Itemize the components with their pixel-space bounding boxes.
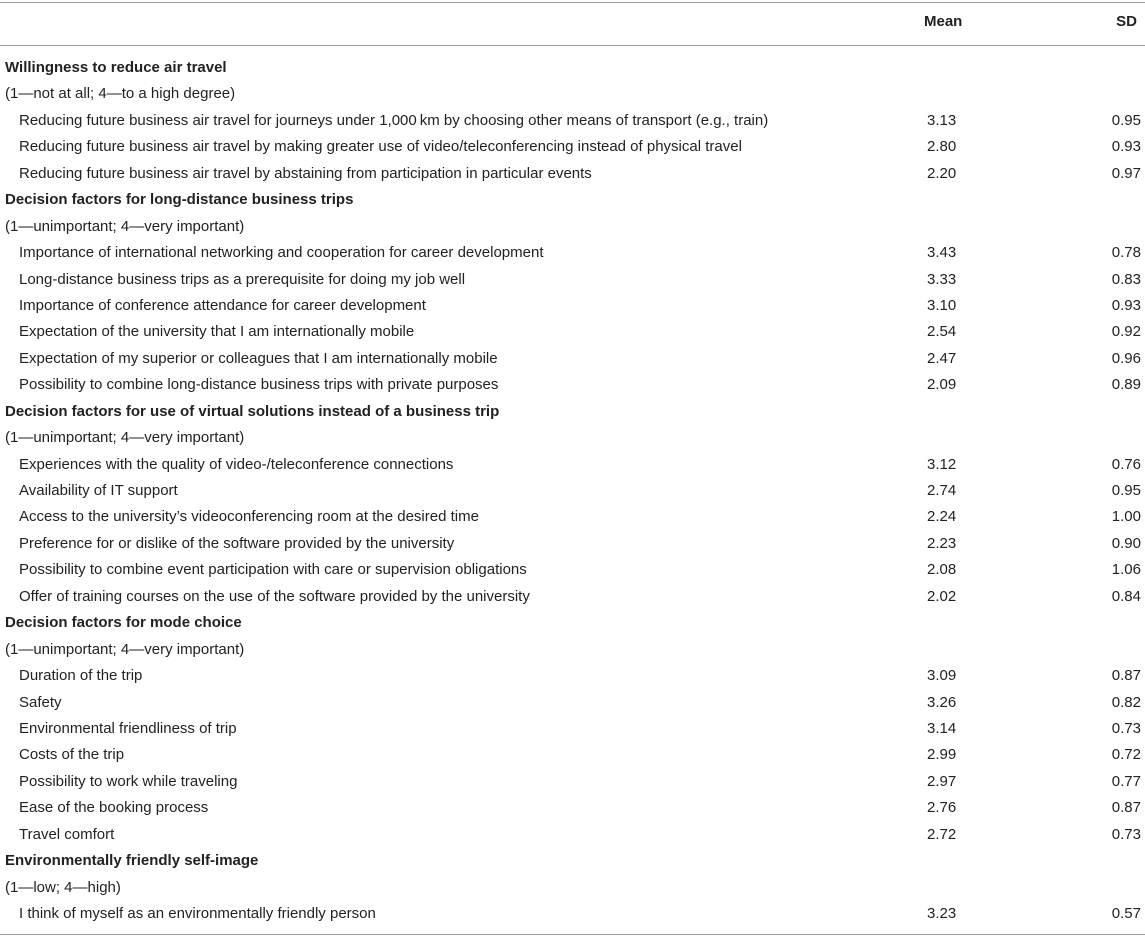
table-row — [0, 557, 1145, 583]
item-label: Possibility to combine event participation with care or supervision obligations — [19, 561, 527, 579]
table-row — [0, 795, 1145, 821]
table-row — [0, 346, 1145, 372]
item-label: Importance of conference attendance for career development — [19, 296, 426, 314]
item-sd: 0.96 — [1111, 349, 1141, 367]
table-row — [0, 161, 1145, 187]
section-title-row — [0, 610, 1145, 636]
section-title: Willingness to reduce air travel — [5, 59, 227, 76]
item-sd: 0.89 — [1111, 376, 1141, 394]
table-row — [0, 690, 1145, 716]
table-row — [0, 240, 1145, 266]
item-sd: 0.87 — [1111, 667, 1141, 685]
table-row — [0, 901, 1145, 927]
table-row — [0, 134, 1145, 160]
item-label: Environmental friendliness of trip — [19, 719, 237, 737]
item-mean: 2.72 — [927, 825, 957, 843]
item-label: Offer of training courses on the use of the software provided by the university — [19, 587, 530, 605]
item-label: I think of myself as an environmentally friendly person — [19, 905, 376, 922]
item-sd: 0.82 — [1111, 693, 1141, 711]
item-label: Experiences with the quality of video-/teleconference connections — [19, 455, 454, 473]
item-label: Expectation of the university that I am internationally mobile — [19, 323, 415, 341]
item-label: Reducing future business air travel by making greater use of video/teleconferencing instead of physical travel — [19, 138, 742, 156]
item-sd: 1.06 — [1111, 561, 1141, 579]
top-rule — [0, 2, 1145, 3]
table-row — [0, 822, 1145, 848]
table-row — [0, 531, 1145, 557]
item-label: Ease of the booking process — [19, 799, 209, 817]
item-sd: 1.00 — [1111, 508, 1141, 526]
table-row — [0, 478, 1145, 504]
bottom-rule — [0, 934, 1145, 935]
item-sd: 0.93 — [1111, 138, 1141, 156]
item-sd: 0.83 — [1111, 270, 1141, 288]
item-mean: 2.74 — [927, 482, 957, 499]
section-scale: (1—unimportant; 4—very important) — [5, 217, 245, 235]
item-label: Reducing future business air travel by abstaining from participation in particular events — [19, 164, 592, 182]
table-row — [0, 742, 1145, 768]
section-scale-row — [0, 637, 1145, 663]
item-mean: 3.14 — [927, 719, 957, 737]
table-row — [0, 584, 1145, 610]
item-sd: 0.97 — [1111, 164, 1141, 182]
item-mean: 2.97 — [927, 772, 957, 790]
table-header — [0, 10, 1145, 36]
table-row — [0, 319, 1145, 345]
section-scale: (1—unimportant; 4—very important) — [5, 640, 245, 658]
item-label: Safety — [19, 693, 62, 711]
item-mean: 3.26 — [927, 693, 957, 711]
item-sd: 0.73 — [1111, 719, 1141, 737]
header-rule — [0, 45, 1145, 46]
item-mean: 2.02 — [927, 587, 957, 605]
item-sd: 0.77 — [1111, 772, 1141, 790]
item-sd: 0.72 — [1111, 746, 1141, 764]
section-title: Environmentally friendly self-image — [5, 852, 259, 870]
section-scale: (1—unimportant; 4—very important) — [5, 429, 245, 447]
section-title-row — [0, 55, 1145, 81]
item-mean: 3.12 — [927, 455, 957, 473]
item-mean: 3.43 — [927, 244, 957, 262]
item-mean: 2.80 — [927, 138, 957, 156]
section-scale-row — [0, 425, 1145, 451]
item-mean: 2.47 — [927, 349, 957, 367]
item-mean: 3.23 — [927, 905, 957, 922]
sd-column-header: SD — [1116, 13, 1137, 30]
mean-column-header: Mean — [924, 13, 963, 30]
item-sd: 0.57 — [1111, 905, 1141, 922]
item-label: Preference for or dislike of the software provided by the university — [19, 534, 455, 552]
item-mean: 2.09 — [927, 376, 957, 394]
item-label: Importance of international networking and cooperation for career development — [19, 244, 544, 262]
table-row — [0, 267, 1145, 293]
item-label: Access to the university’s videoconferencing room at the desired time — [19, 508, 479, 526]
section-title-row — [0, 399, 1145, 425]
item-sd: 0.93 — [1111, 296, 1141, 314]
section-scale: (1—not at all; 4—to a high degree) — [5, 85, 236, 103]
item-sd: 0.95 — [1111, 111, 1141, 129]
item-label: Expectation of my superior or colleagues that I am internationally mobile — [19, 349, 498, 367]
table-row — [0, 504, 1145, 530]
table-row — [0, 663, 1145, 689]
table-row — [0, 769, 1145, 795]
item-mean: 3.10 — [927, 296, 957, 314]
table-row — [0, 452, 1145, 478]
section-title: Decision factors for long-distance business trips — [5, 191, 354, 209]
item-mean: 2.54 — [927, 323, 957, 341]
table-row — [0, 372, 1145, 398]
item-label: Possibility to work while traveling — [19, 772, 238, 790]
item-sd: 0.92 — [1111, 323, 1141, 341]
section-scale: (1—low; 4—high) — [5, 878, 121, 896]
item-sd: 0.84 — [1111, 587, 1141, 605]
item-sd: 0.90 — [1111, 534, 1141, 552]
section-scale-row — [0, 81, 1145, 107]
section-scale-row — [0, 214, 1145, 240]
item-mean: 2.23 — [927, 534, 957, 552]
item-mean: 2.08 — [927, 561, 957, 579]
table-row — [0, 108, 1145, 134]
item-label: Costs of the trip — [19, 746, 125, 764]
item-label: Reducing future business air travel for journeys under 1,000 km by choosing other means of transport (e.g., train) — [19, 111, 769, 129]
item-label: Long-distance business trips as a prerequisite for doing my job well — [19, 270, 466, 288]
item-label: Duration of the trip — [19, 667, 143, 685]
item-label: Availability of IT support — [19, 482, 178, 499]
item-sd: 0.76 — [1111, 455, 1141, 473]
table-body — [0, 55, 1145, 927]
table-row — [0, 716, 1145, 742]
item-mean: 2.24 — [927, 508, 957, 526]
item-label: Possibility to combine long-distance business trips with private purposes — [19, 376, 499, 394]
item-mean: 3.09 — [927, 667, 957, 685]
section-title: Decision factors for mode choice — [5, 614, 242, 632]
item-sd: 0.87 — [1111, 799, 1141, 817]
item-mean: 2.20 — [927, 164, 957, 182]
section-title-row — [0, 848, 1145, 874]
item-sd: 0.95 — [1111, 482, 1141, 499]
section-scale-row — [0, 875, 1145, 901]
section-title-row — [0, 187, 1145, 213]
table-row — [0, 293, 1145, 319]
item-label: Travel comfort — [19, 825, 115, 843]
section-title: Decision factors for use of virtual solutions instead of a business trip — [5, 402, 500, 420]
item-mean: 2.76 — [927, 799, 957, 817]
item-mean: 3.33 — [927, 270, 957, 288]
item-mean: 3.13 — [927, 111, 957, 129]
item-sd: 0.73 — [1111, 825, 1141, 843]
item-mean: 2.99 — [927, 746, 957, 764]
item-sd: 0.78 — [1111, 244, 1141, 262]
